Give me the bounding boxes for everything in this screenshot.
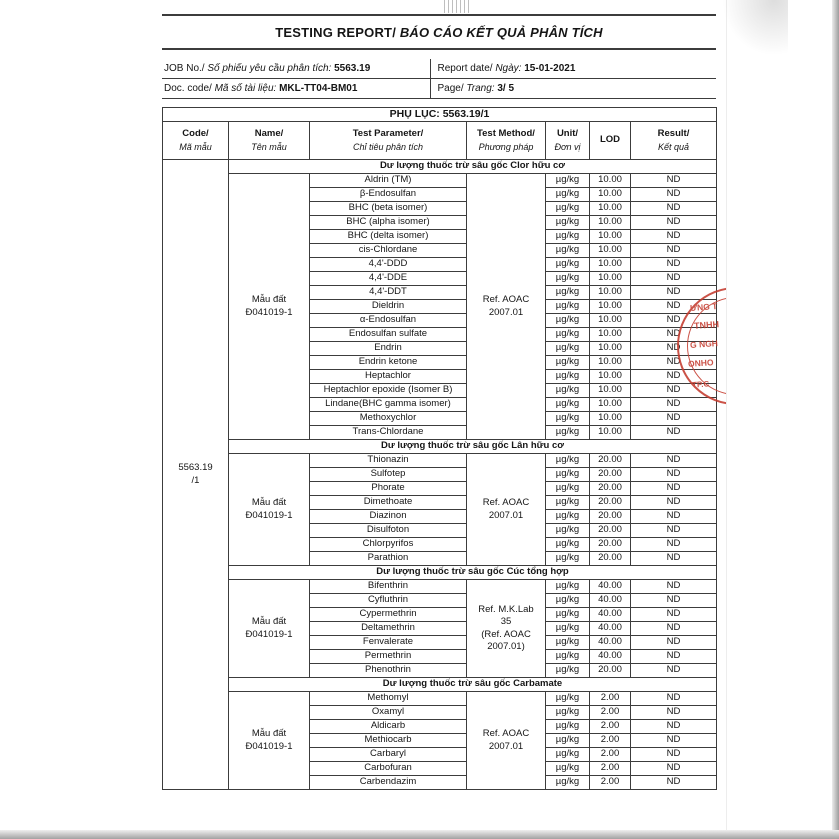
lod-cell: 10.00 xyxy=(590,370,631,384)
param-cell: 4,4'-DDE xyxy=(310,272,467,286)
param-cell: Aldrin (TM) xyxy=(310,174,467,188)
doc-code-label: Doc. code/ Mã số tài liệu: xyxy=(164,83,280,94)
result-cell: ND xyxy=(631,580,717,594)
lod-cell: 10.00 xyxy=(590,202,631,216)
result-cell: ND xyxy=(631,510,717,524)
lod-cell: 2.00 xyxy=(590,734,631,748)
param-cell: Bifenthrin xyxy=(310,580,467,594)
param-cell: α-Endosulfan xyxy=(310,314,467,328)
param-cell: Trans-Chlordane xyxy=(310,426,467,440)
lod-cell: 10.00 xyxy=(590,230,631,244)
sample-name-cell: Mẫu đất Đ041019-1 xyxy=(229,454,310,566)
column-header: Test Parameter/ Chỉ tiêu phân tích xyxy=(310,122,467,160)
param-cell: Cypermethrin xyxy=(310,608,467,622)
param-cell: Heptachlor xyxy=(310,370,467,384)
column-header: Name/ Tên mẫu xyxy=(229,122,310,160)
result-row xyxy=(163,692,717,706)
report-date-cell xyxy=(430,59,716,79)
lod-cell: 10.00 xyxy=(590,286,631,300)
stamp-text-line: G NGH xyxy=(689,338,719,350)
unit-cell: µg/kg xyxy=(546,286,590,300)
param-cell: Methoxychlor xyxy=(310,412,467,426)
lod-cell: 10.00 xyxy=(590,174,631,188)
lod-cell: 40.00 xyxy=(590,594,631,608)
stamp-text-line: TNHH xyxy=(693,319,720,331)
result-cell: ND xyxy=(631,300,717,314)
stamp-text-line: ƯNG T xyxy=(689,301,718,313)
param-cell: 4,4'-DDD xyxy=(310,258,467,272)
param-cell: Disulfoton xyxy=(310,524,467,538)
section-header-row xyxy=(163,440,717,454)
lod-cell: 10.00 xyxy=(590,426,631,440)
lod-cell: 10.00 xyxy=(590,258,631,272)
stamp-text-line: TP.C xyxy=(691,379,710,390)
method-cell: Ref. M.K.Lab 35 (Ref. AOAC 2007.01) xyxy=(467,580,546,678)
lod-cell: 20.00 xyxy=(590,524,631,538)
report-title-vi: BÁO CÁO KẾT QUẢ PHÂN TÍCH xyxy=(396,25,603,40)
result-cell: ND xyxy=(631,636,717,650)
param-cell: Methomyl xyxy=(310,692,467,706)
lod-cell: 10.00 xyxy=(590,356,631,370)
param-cell: Parathion xyxy=(310,552,467,566)
result-cell: ND xyxy=(631,216,717,230)
unit-cell: µg/kg xyxy=(546,650,590,664)
column-header: Test Method/ Phương pháp xyxy=(467,122,546,160)
result-row xyxy=(163,454,717,468)
param-cell: β-Endosulfan xyxy=(310,188,467,202)
section-title-cell: Dư lượng thuốc trừ sâu gốc Cúc tổng hợp xyxy=(229,566,717,580)
page-cell xyxy=(430,79,716,99)
result-cell: ND xyxy=(631,174,717,188)
result-cell: ND xyxy=(631,650,717,664)
lod-cell: 40.00 xyxy=(590,608,631,622)
result-cell: ND xyxy=(631,412,717,426)
unit-cell: µg/kg xyxy=(546,482,590,496)
param-cell: Heptachlor epoxide (Isomer B) xyxy=(310,384,467,398)
param-cell: Deltamethrin xyxy=(310,622,467,636)
result-cell: ND xyxy=(631,706,717,720)
result-cell: ND xyxy=(631,496,717,510)
section-title-cell: Dư lượng thuốc trừ sâu gốc Carbamate xyxy=(229,678,717,692)
result-cell: ND xyxy=(631,454,717,468)
unit-cell: µg/kg xyxy=(546,328,590,342)
method-cell: Ref. AOAC 2007.01 xyxy=(467,174,546,440)
param-cell: Endrin xyxy=(310,342,467,356)
section-header-row xyxy=(163,566,717,580)
report-date-value: 15-01-2021 xyxy=(524,63,576,74)
scan-edge-bottom xyxy=(0,830,839,839)
report-title-en: TESTING REPORT/ xyxy=(275,25,397,40)
doc-code-cell xyxy=(162,79,430,99)
param-cell: Phorate xyxy=(310,482,467,496)
results-table-body xyxy=(163,160,717,790)
unit-cell: µg/kg xyxy=(546,706,590,720)
job-no-label: JOB No./ Số phiếu yêu cầu phân tích: xyxy=(164,63,335,74)
unit-cell: µg/kg xyxy=(546,398,590,412)
unit-cell: µg/kg xyxy=(546,720,590,734)
unit-cell: µg/kg xyxy=(546,664,590,678)
result-cell: ND xyxy=(631,734,717,748)
result-cell: ND xyxy=(631,314,717,328)
result-cell: ND xyxy=(631,720,717,734)
lod-cell: 10.00 xyxy=(590,188,631,202)
param-cell: Diazinon xyxy=(310,510,467,524)
result-cell: ND xyxy=(631,370,717,384)
unit-cell: µg/kg xyxy=(546,314,590,328)
result-cell: ND xyxy=(631,622,717,636)
result-row xyxy=(163,580,717,594)
report-date-label: Report date/ Ngày: xyxy=(437,63,525,74)
result-cell: ND xyxy=(631,272,717,286)
result-cell: ND xyxy=(631,342,717,356)
param-cell: Carbendazim xyxy=(310,776,467,790)
result-cell: ND xyxy=(631,468,717,482)
unit-cell: µg/kg xyxy=(546,552,590,566)
unit-cell: µg/kg xyxy=(546,622,590,636)
result-cell: ND xyxy=(631,538,717,552)
lod-cell: 40.00 xyxy=(590,636,631,650)
lod-cell: 10.00 xyxy=(590,216,631,230)
result-cell: ND xyxy=(631,202,717,216)
info-row-2 xyxy=(162,79,716,99)
result-cell: ND xyxy=(631,328,717,342)
param-cell: Dieldrin xyxy=(310,300,467,314)
unit-cell: µg/kg xyxy=(546,300,590,314)
method-cell: Ref. AOAC 2007.01 xyxy=(467,692,546,790)
param-cell: Sulfotep xyxy=(310,468,467,482)
results-table xyxy=(162,107,717,790)
lod-cell: 20.00 xyxy=(590,454,631,468)
unit-cell: µg/kg xyxy=(546,580,590,594)
result-cell: ND xyxy=(631,776,717,790)
unit-cell: µg/kg xyxy=(546,370,590,384)
column-header-row xyxy=(163,122,717,160)
result-cell: ND xyxy=(631,384,717,398)
result-cell: ND xyxy=(631,286,717,300)
sample-name-cell: Mẫu đất Đ041019-1 xyxy=(229,580,310,678)
page-label: Page/ Trang: xyxy=(437,83,498,94)
lod-cell: 40.00 xyxy=(590,650,631,664)
param-cell: Carbaryl xyxy=(310,748,467,762)
column-header: LOD xyxy=(590,122,631,160)
report-title xyxy=(162,14,716,50)
unit-cell: µg/kg xyxy=(546,384,590,398)
unit-cell: µg/kg xyxy=(546,356,590,370)
stamp-text-line: ONHO xyxy=(687,357,714,369)
method-cell: Ref. AOAC 2007.01 xyxy=(467,454,546,566)
unit-cell: µg/kg xyxy=(546,342,590,356)
unit-cell: µg/kg xyxy=(546,244,590,258)
lod-cell: 20.00 xyxy=(590,510,631,524)
unit-cell: µg/kg xyxy=(546,594,590,608)
unit-cell: µg/kg xyxy=(546,734,590,748)
result-cell: ND xyxy=(631,552,717,566)
page-value: 3/ 5 xyxy=(497,83,515,94)
result-cell: ND xyxy=(631,230,717,244)
unit-cell: µg/kg xyxy=(546,496,590,510)
param-cell: BHC (alpha isomer) xyxy=(310,216,467,230)
result-cell: ND xyxy=(631,748,717,762)
lod-cell: 10.00 xyxy=(590,272,631,286)
param-cell: Fenvalerate xyxy=(310,636,467,650)
column-header: Code/ Mã mẫu xyxy=(163,122,229,160)
column-header: Unit/ Đơn vị xyxy=(546,122,590,160)
unit-cell: µg/kg xyxy=(546,538,590,552)
doc-code-value: MKL-TT04-BM01 xyxy=(279,83,358,94)
section-header-row xyxy=(163,678,717,692)
unit-cell: µg/kg xyxy=(546,258,590,272)
result-cell: ND xyxy=(631,258,717,272)
job-no-cell xyxy=(162,59,430,79)
section-header-row xyxy=(163,160,717,174)
param-cell: Phenothrin xyxy=(310,664,467,678)
unit-cell: µg/kg xyxy=(546,468,590,482)
lod-cell: 20.00 xyxy=(590,664,631,678)
result-row xyxy=(163,174,717,188)
unit-cell: µg/kg xyxy=(546,776,590,790)
info-row-1 xyxy=(162,59,716,79)
job-info-table xyxy=(162,59,716,99)
param-cell: Lindane(BHC gamma isomer) xyxy=(310,398,467,412)
lod-cell: 2.00 xyxy=(590,748,631,762)
unit-cell: µg/kg xyxy=(546,174,590,188)
param-cell: BHC (beta isomer) xyxy=(310,202,467,216)
scan-corner-smudge xyxy=(718,0,788,60)
param-cell: Methiocarb xyxy=(310,734,467,748)
lod-cell: 10.00 xyxy=(590,244,631,258)
unit-cell: µg/kg xyxy=(546,608,590,622)
lod-cell: 20.00 xyxy=(590,538,631,552)
lod-cell: 10.00 xyxy=(590,314,631,328)
unit-cell: µg/kg xyxy=(546,188,590,202)
section-title-cell: Dư lượng thuốc trừ sâu gốc Clor hữu cơ xyxy=(229,160,717,174)
unit-cell: µg/kg xyxy=(546,454,590,468)
param-cell: 4,4'-DDT xyxy=(310,286,467,300)
result-cell: ND xyxy=(631,398,717,412)
unit-cell: µg/kg xyxy=(546,216,590,230)
param-cell: Oxamyl xyxy=(310,706,467,720)
result-cell: ND xyxy=(631,426,717,440)
lod-cell: 2.00 xyxy=(590,692,631,706)
lod-cell: 20.00 xyxy=(590,468,631,482)
lod-cell: 10.00 xyxy=(590,342,631,356)
appendix-title: PHỤ LỤC: 5563.19/1 xyxy=(163,108,717,122)
param-cell: Cyfluthrin xyxy=(310,594,467,608)
result-cell: ND xyxy=(631,482,717,496)
appendix-row xyxy=(163,108,717,122)
lod-cell: 2.00 xyxy=(590,720,631,734)
unit-cell: µg/kg xyxy=(546,762,590,776)
section-title-cell: Dư lượng thuốc trừ sâu gốc Lân hữu cơ xyxy=(229,440,717,454)
lod-cell: 20.00 xyxy=(590,552,631,566)
result-cell: ND xyxy=(631,594,717,608)
param-cell: Chlorpyrifos xyxy=(310,538,467,552)
unit-cell: µg/kg xyxy=(546,412,590,426)
param-cell: Endosulfan sulfate xyxy=(310,328,467,342)
lod-cell: 40.00 xyxy=(590,622,631,636)
param-cell: Dimethoate xyxy=(310,496,467,510)
lod-cell: 10.00 xyxy=(590,398,631,412)
lod-cell: 2.00 xyxy=(590,776,631,790)
lod-cell: 10.00 xyxy=(590,328,631,342)
lod-cell: 10.00 xyxy=(590,300,631,314)
lod-cell: 10.00 xyxy=(590,384,631,398)
unit-cell: µg/kg xyxy=(546,202,590,216)
param-cell: Endrin ketone xyxy=(310,356,467,370)
lod-cell: 20.00 xyxy=(590,482,631,496)
param-cell: BHC (delta isomer) xyxy=(310,230,467,244)
result-cell: ND xyxy=(631,664,717,678)
unit-cell: µg/kg xyxy=(546,510,590,524)
scan-artifact-lines xyxy=(444,0,471,13)
unit-cell: µg/kg xyxy=(546,230,590,244)
unit-cell: µg/kg xyxy=(546,426,590,440)
unit-cell: µg/kg xyxy=(546,636,590,650)
job-no-value: 5563.19 xyxy=(334,63,371,74)
param-cell: Aldicarb xyxy=(310,720,467,734)
lod-cell: 2.00 xyxy=(590,762,631,776)
result-cell: ND xyxy=(631,692,717,706)
lod-cell: 40.00 xyxy=(590,580,631,594)
unit-cell: µg/kg xyxy=(546,524,590,538)
param-cell: Thionazin xyxy=(310,454,467,468)
lod-cell: 20.00 xyxy=(590,496,631,510)
unit-cell: µg/kg xyxy=(546,272,590,286)
unit-cell: µg/kg xyxy=(546,748,590,762)
scan-edge-right xyxy=(832,0,839,839)
result-cell: ND xyxy=(631,356,717,370)
sample-code-cell: 5563.19 /1 xyxy=(163,160,229,790)
result-cell: ND xyxy=(631,188,717,202)
lod-cell: 2.00 xyxy=(590,706,631,720)
page-edge-line xyxy=(726,0,727,839)
param-cell: Carbofuran xyxy=(310,762,467,776)
result-cell: ND xyxy=(631,244,717,258)
sample-name-cell: Mẫu đất Đ041019-1 xyxy=(229,174,310,440)
lod-cell: 10.00 xyxy=(590,412,631,426)
testing-report-document xyxy=(162,0,716,790)
unit-cell: µg/kg xyxy=(546,692,590,706)
result-cell: ND xyxy=(631,762,717,776)
sample-name-cell: Mẫu đất Đ041019-1 xyxy=(229,692,310,790)
column-header: Result/ Kết quả xyxy=(631,122,717,160)
result-cell: ND xyxy=(631,524,717,538)
param-cell: Permethrin xyxy=(310,650,467,664)
param-cell: cis-Chlordane xyxy=(310,244,467,258)
result-cell: ND xyxy=(631,608,717,622)
